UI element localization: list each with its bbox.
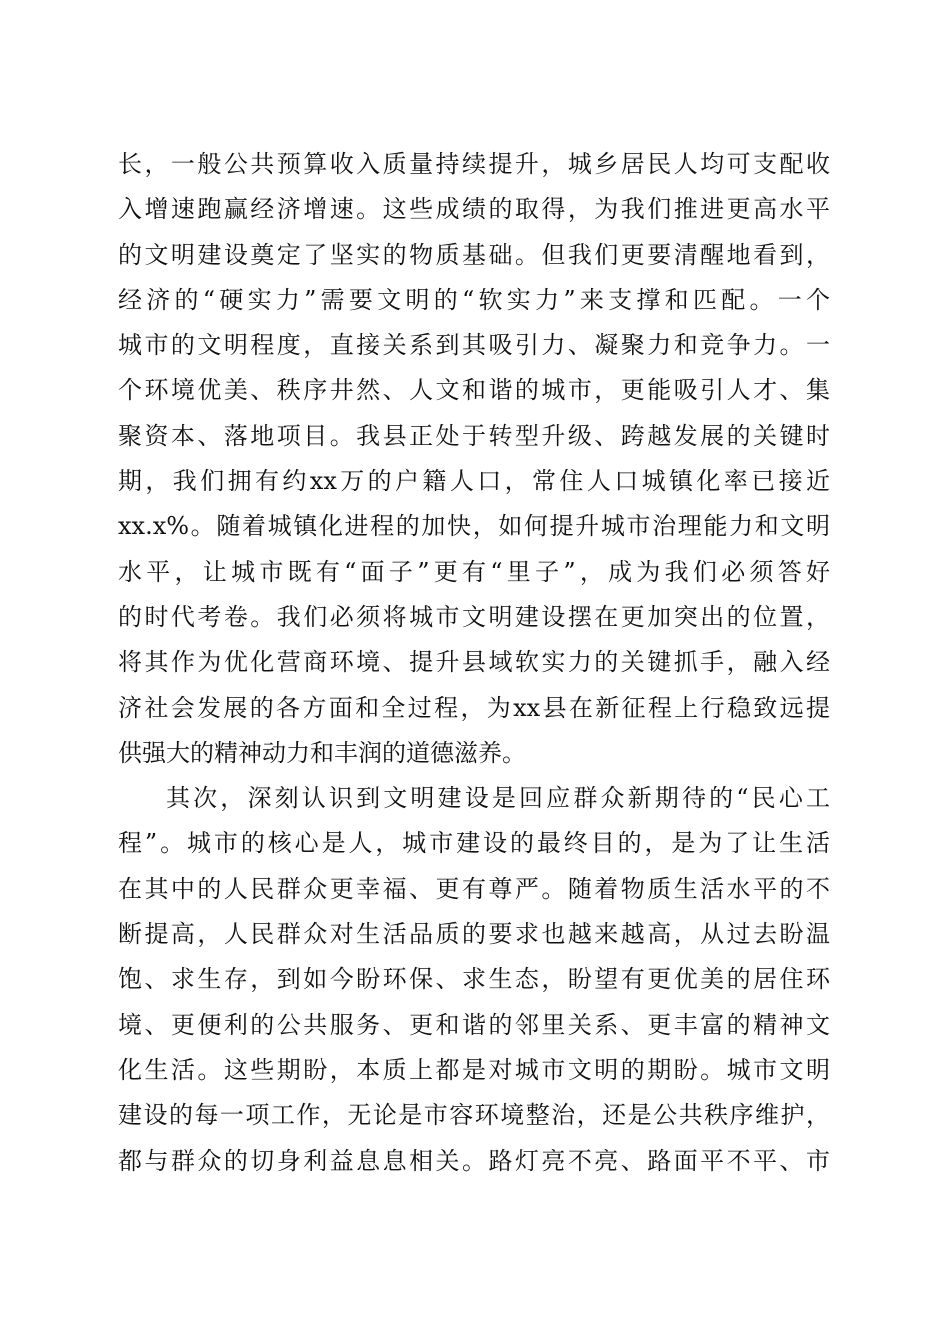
text-line: 断提高，人民群众对生活品质的要求也越来越高，从过去盼温	[118, 920, 830, 949]
text-line: 都与群众的切身利益息息相关。路灯亮不亮、路面平不平、市	[118, 1146, 830, 1175]
body-text	[118, 142, 830, 1184]
text-line: 供强大的精神动力和丰润的道德滋养。	[118, 738, 526, 767]
text-line: 程”。城市的核心是人，城市建设的最终目的，是为了让生活	[118, 829, 830, 858]
text-line: 入增速跑赢经济增速。这些成绩的取得，为我们推进更高水平	[118, 195, 830, 224]
text-line: 境、更便利的公共服务、更和谐的邻里关系、更丰富的精神文	[118, 1010, 830, 1039]
text-line: 的文明建设奠定了坚实的物质基础。但我们更要清醒地看到，	[118, 240, 830, 269]
text-line: 长，一般公共预算收入质量持续提升，城乡居民人均可支配收	[118, 150, 830, 178]
text-line: 经济的“硬实力”需要文明的“软实力”来支撑和匹配。一个	[118, 285, 830, 314]
text-line: 济社会发展的各方面和全过程，为xx县在新征程上行稳致远提	[118, 693, 830, 722]
text-line: 个环境优美、秩序井然、人文和谐的城市，更能吸引人才、集	[118, 376, 830, 405]
paragraph-2	[118, 776, 830, 1184]
text-line: 建设的每一项工作，无论是市容环境整治，还是公共秩序维护，	[118, 1101, 830, 1130]
paragraph-1	[118, 142, 830, 776]
text-line: 在其中的人民群众更幸福、更有尊严。随着物质生活水平的不	[118, 874, 830, 903]
text-line: 的时代考卷。我们必须将城市文明建设摆在更加突出的位置，	[118, 602, 830, 631]
text-line: 将其作为优化营商环境、提升县域软实力的关键抓手，融入经	[118, 648, 830, 677]
text-line: 化生活。这些期盼，本质上都是对城市文明的期盼。城市文明	[118, 1055, 830, 1084]
text-line: 其次，深刻认识到文明建设是回应群众新期待的“民心工	[166, 784, 830, 813]
text-line: 饱、求生存，到如今盼环保、求生态，盼望有更优美的居住环	[118, 965, 830, 994]
text-line: 期，我们拥有约xx万的户籍人口，常住人口城镇化率已接近	[118, 467, 830, 496]
text-line: 聚资本、落地项目。我县正处于转型升级、跨越发展的关键时	[118, 421, 830, 450]
text-line: 城市的文明程度，直接关系到其吸引力、凝聚力和竞争力。一	[118, 331, 830, 360]
text-line: xx.x%。随着城镇化进程的加快，如何提升城市治理能力和文明	[118, 512, 830, 541]
text-line: 水平，让城市既有“面子”更有“里子”，成为我们必须答好	[118, 557, 830, 586]
